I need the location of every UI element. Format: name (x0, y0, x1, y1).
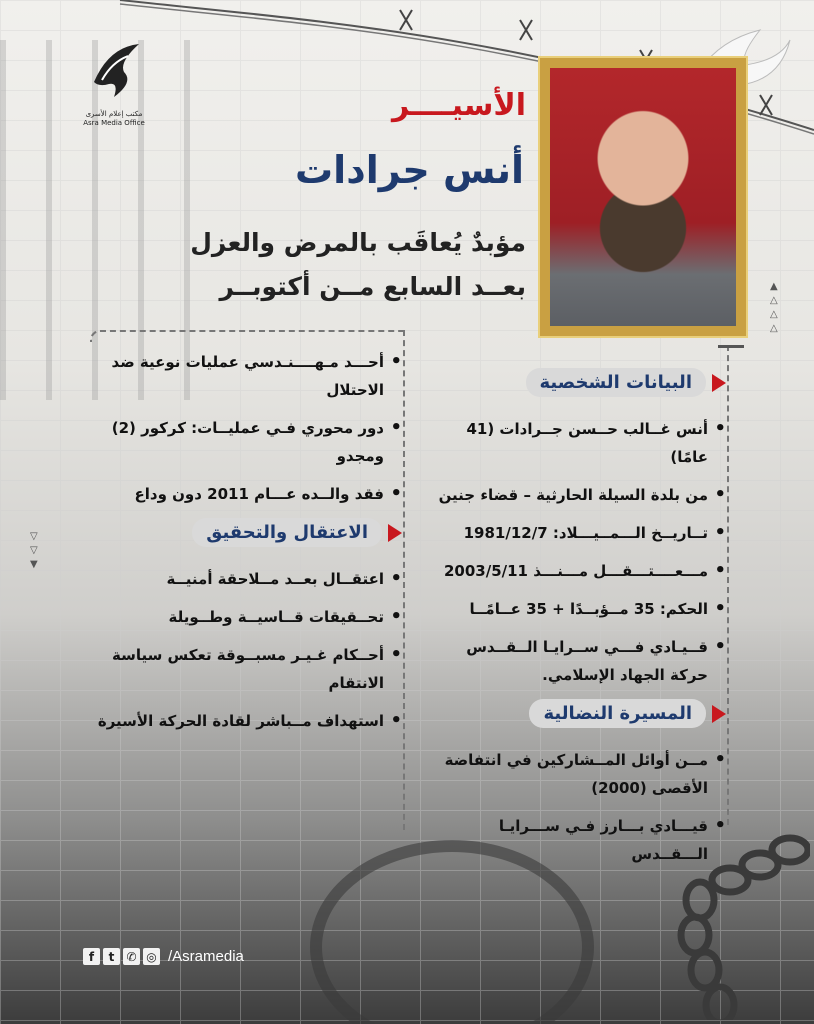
triangle-bullet-icon (712, 705, 726, 723)
chain-graphic (660, 820, 810, 1020)
list-item: • تــاريــخ الـــمــيـــلاد: 1981/12/7 (426, 519, 726, 547)
subtitle-line-2: بعــد السابع مــن أكتوبــر (219, 272, 526, 301)
whatsapp-icon[interactable]: ✆ (123, 948, 140, 965)
list-item: • تحــقيقات قــاسيــة وطــويلة (82, 603, 402, 631)
section-heading-arrest (82, 518, 402, 547)
decorative-arrows-left: ▽ ▽ ▼ (30, 531, 38, 570)
arrest-list (82, 565, 402, 735)
social-handle[interactable]: /Asramedia (168, 948, 244, 965)
right-column (426, 362, 726, 878)
portrait-frame (540, 58, 746, 336)
list-item: • دور محوري فـي عمليــات: كركور (2) ومجدو (82, 414, 402, 470)
list-item: • استهداف مــباشر لقادة الحركة الأسيرة (82, 707, 402, 735)
list-item: • أحـــد مـهــــنـدسي عمليات نوعية ضد الاحتلال (82, 348, 402, 404)
social-footer (83, 948, 244, 965)
personal-list (426, 415, 726, 689)
roles-list (82, 348, 402, 508)
list-item: • اعتقــال بعــد مــلاحقة أمنيــة (82, 565, 402, 593)
list-item: • قــيـادي فـــي ســرايـا الــقــدس حركة الجهاد الإسلامي. (426, 633, 726, 689)
list-item: • أنس غــالب حــسن جــرادات (41 عامًا) (426, 415, 726, 471)
dashed-divider-right (727, 345, 729, 825)
triangle-bullet-icon (388, 524, 402, 542)
logo-arabic-text: مكتب إعلام الأسرى (85, 110, 143, 118)
list-item: • مــن أوائل المــشاركين في انتفاضة الأقصى (2000) (426, 746, 726, 802)
list-item: • الحكم: 35 مــؤبــدًا + 35 عــامًــا (426, 595, 726, 623)
logo-english-text: Asra Media Office (83, 119, 145, 127)
section-heading-struggle (426, 699, 726, 728)
subtitle-line-1: مؤبدٌ يُعاقَب بالمرض والعزل (190, 228, 526, 257)
section-heading-personal (426, 368, 726, 397)
triangle-bullet-icon (712, 374, 726, 392)
facebook-icon[interactable]: f (83, 948, 100, 965)
decorative-arrows-right: ▲ △ △ △ (770, 281, 778, 334)
list-item: • من بلدة السيلة الحارثية – قضاء جنين (426, 481, 726, 509)
left-column (82, 348, 402, 745)
brand-logo (78, 42, 150, 128)
prisoner-name: أنس جرادات (294, 148, 524, 192)
list-item: • قيـــادي بـــارز فـي ســـرايـا الـــقــدس (426, 812, 726, 868)
list-item: • فقد والــده عـــام 2011 دون وداع (82, 480, 402, 508)
list-item: • مـــعــــتـــقـــل مـــنـــذ 2003/5/11 (426, 557, 726, 585)
dashed-divider-center (403, 330, 405, 830)
logo-bird-icon (84, 42, 144, 106)
section-title-struggle: المسيرة النضالية (529, 699, 706, 728)
dashed-frame-top (90, 330, 405, 342)
section-title-arrest: الاعتقال والتحقيق (192, 518, 382, 547)
portrait-photo (550, 68, 736, 326)
instagram-icon[interactable]: ◎ (143, 948, 160, 965)
twitter-icon[interactable]: t (103, 948, 120, 965)
section-title-personal: البيانات الشخصية (526, 368, 706, 397)
divider-cap (718, 345, 744, 348)
title-label: الأسيــــر (391, 88, 526, 123)
list-item: • أحــكام غـيـر مسبــوقة تعكس سياسة الانتقام (82, 641, 402, 697)
